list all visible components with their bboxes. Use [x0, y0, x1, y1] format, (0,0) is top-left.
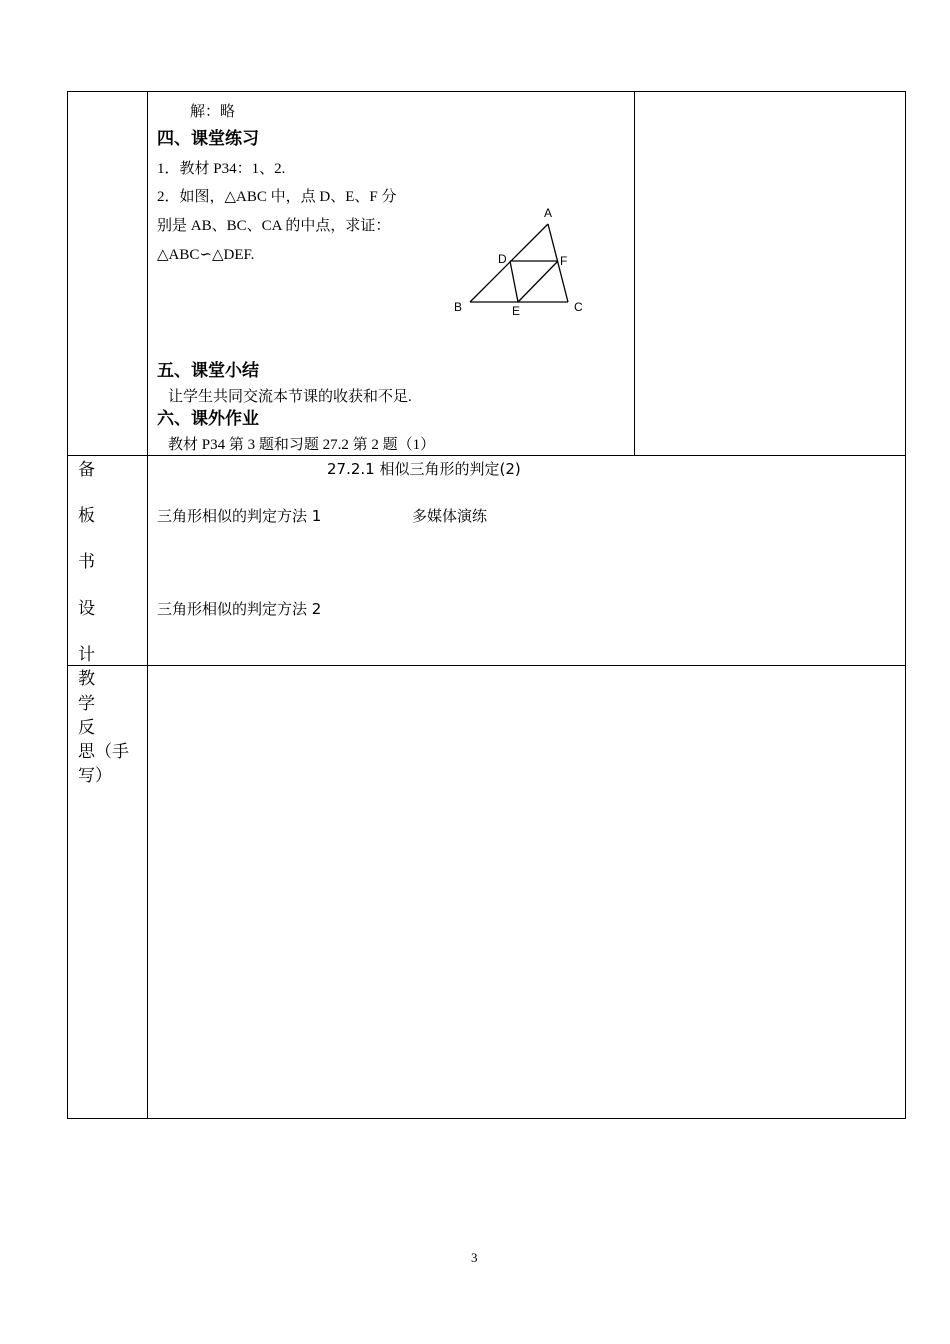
exercise-2-line-2: 别是 AB、BC、CA 的中点，求证： [157, 218, 391, 234]
exercise-1: 1．教材 P34：1、2. [157, 161, 286, 177]
table-top-border [67, 91, 906, 92]
table-left-border [67, 91, 68, 1119]
label-e: E [512, 304, 521, 318]
label-f: F [560, 254, 568, 268]
board-design-char-1: 备 [78, 460, 95, 480]
board-method-1: 三角形相似的判定方法 1 [157, 507, 322, 525]
column-divider [147, 91, 148, 1119]
label-c: C [574, 300, 583, 314]
heading-classroom-practice: 四、课堂练习 [157, 129, 259, 149]
label-d: D [498, 252, 507, 266]
board-design-char-3: 书 [78, 552, 95, 572]
board-multimedia: 多媒体演练 [412, 507, 488, 525]
homework-text: 教材 P34 第 3 题和习题 27.2 第 2 题（1） [168, 437, 436, 453]
board-title: 27.2.1 相似三角形的判定(2) [327, 460, 521, 478]
table-right-border [905, 91, 906, 1119]
row-divider-1 [67, 455, 906, 456]
label-a: A [544, 206, 553, 220]
exercise-2-line-1: 2．如图，△ABC 中，点 D、E、F 分 [157, 189, 397, 205]
board-design-char-5: 计 [78, 645, 95, 665]
reflection-label-5: 写） [78, 766, 112, 786]
heading-homework: 六、课外作业 [157, 409, 259, 429]
right-column-divider [634, 91, 635, 456]
exercise-2-line-3: △ABC∽△DEF. [157, 247, 255, 263]
board-design-char-4: 设 [78, 599, 95, 619]
segment-ef [518, 261, 558, 302]
solution-note: 解：略 [190, 104, 236, 120]
board-design-char-2: 板 [78, 506, 95, 526]
reflection-label-3: 反 [78, 718, 95, 738]
side-ab [470, 224, 548, 302]
triangle-figure [448, 203, 593, 323]
segment-de [510, 261, 518, 302]
row-divider-2 [67, 665, 906, 666]
label-b: B [454, 300, 463, 314]
summary-text: 让学生共同交流本节课的收获和不足. [168, 389, 412, 405]
reflection-label-4: 思（手 [78, 742, 129, 762]
reflection-label-1: 教 [78, 669, 95, 689]
page-number: 3 [471, 1250, 478, 1265]
heading-class-summary: 五、课堂小结 [157, 361, 259, 381]
board-method-2: 三角形相似的判定方法 2 [157, 600, 322, 618]
reflection-label-2: 学 [78, 694, 95, 714]
table-bottom-border [67, 1118, 906, 1119]
